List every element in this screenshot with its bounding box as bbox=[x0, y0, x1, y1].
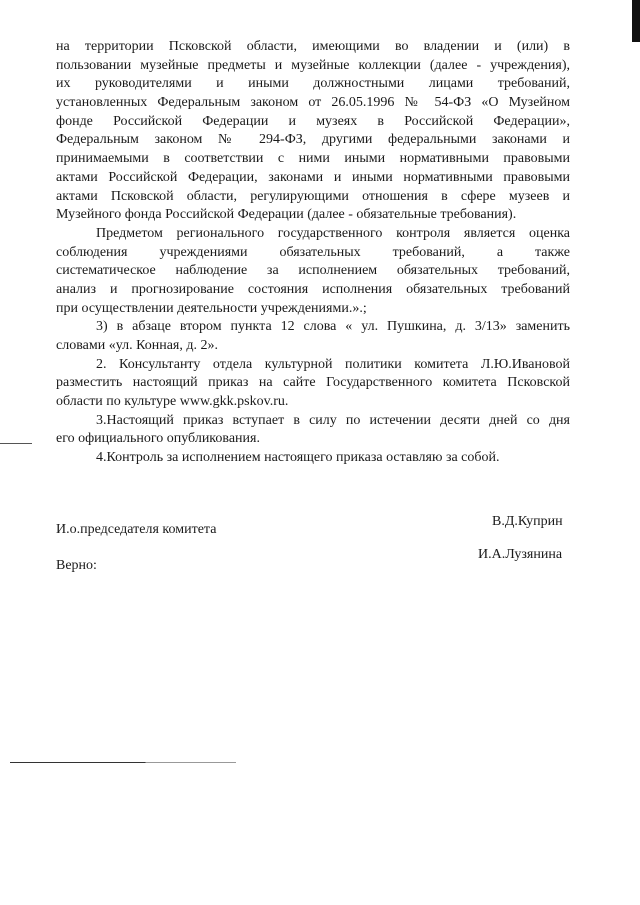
text-line: актами Российской Федерации, законами и иными нормативными правовыми bbox=[56, 169, 570, 185]
text-line: при осуществлении деятельности учреждениями.».; bbox=[56, 300, 367, 316]
text-line: установленных Федеральным законом от 26.05.1996 № 54-ФЗ «О Музейном bbox=[56, 95, 570, 111]
text-line: их руководителями и иными должностными лицами требований, bbox=[56, 76, 570, 92]
chair-title: И.о.председателя комитета bbox=[56, 522, 217, 537]
text-line: анализ и прогнозирование состояния исполнения обязательных требований bbox=[56, 281, 570, 297]
text-line: актами Псковской области, регулирующими отношения в сфере музеев и bbox=[56, 188, 570, 204]
page-edge-bar bbox=[632, 0, 640, 42]
verified-name: И.А.Лузянина bbox=[478, 547, 563, 562]
text-line: 3) в абзаце втором пункта 12 слова « ул. Пушкина, д. 3/13» заменить bbox=[96, 319, 570, 335]
text-line: Федеральным законом № 294-ФЗ, другими федеральными законами и bbox=[56, 132, 570, 148]
text-line: фонде Российской Федерации и музеях в Российской Федерации», bbox=[56, 113, 570, 129]
text-line: 3.Настоящий приказ вступает в силу по истечении десяти дней со дня bbox=[96, 412, 570, 428]
text-line: 2. Консультанту отдела культурной политики комитета Л.Ю.Ивановой bbox=[96, 356, 570, 372]
text-line: соблюдения учреждениями обязательных требований, а также bbox=[56, 244, 570, 260]
bottom-rule bbox=[10, 762, 236, 763]
verified-label: Верно: bbox=[56, 558, 97, 573]
text-line: Музейного фонда Российской Федерации (далее - обязательные требования). bbox=[56, 207, 517, 223]
text-line: пользовании музейные предметы и музейные коллекции (далее - учреждения), bbox=[56, 57, 570, 73]
text-line: систематическое наблюдение за исполнением обязательных требований, bbox=[56, 263, 570, 279]
text-line: 4.Контроль за исполнением настоящего приказа оставляю за собой. bbox=[96, 450, 500, 466]
text-line: области по культуре www.gkk.pskov.ru. bbox=[56, 394, 289, 410]
text-line: на территории Псковской области, имеющими во владении и (или) в bbox=[56, 39, 570, 54]
margin-rule bbox=[0, 443, 32, 444]
document-body bbox=[56, 38, 570, 468]
chair-name: В.Д.Куприн bbox=[492, 514, 563, 529]
text-line: принимаемыми в соответствии с ними иными нормативными правовыми bbox=[56, 151, 570, 167]
text-line: словами «ул. Конная, д. 2». bbox=[56, 338, 218, 353]
text-line: Предметом регионального государственного контроля является оценка bbox=[96, 225, 570, 241]
text-line: разместить настоящий приказ на сайте Государственного комитета Псковской bbox=[56, 375, 570, 391]
text-line: его официального опубликования. bbox=[56, 431, 260, 447]
